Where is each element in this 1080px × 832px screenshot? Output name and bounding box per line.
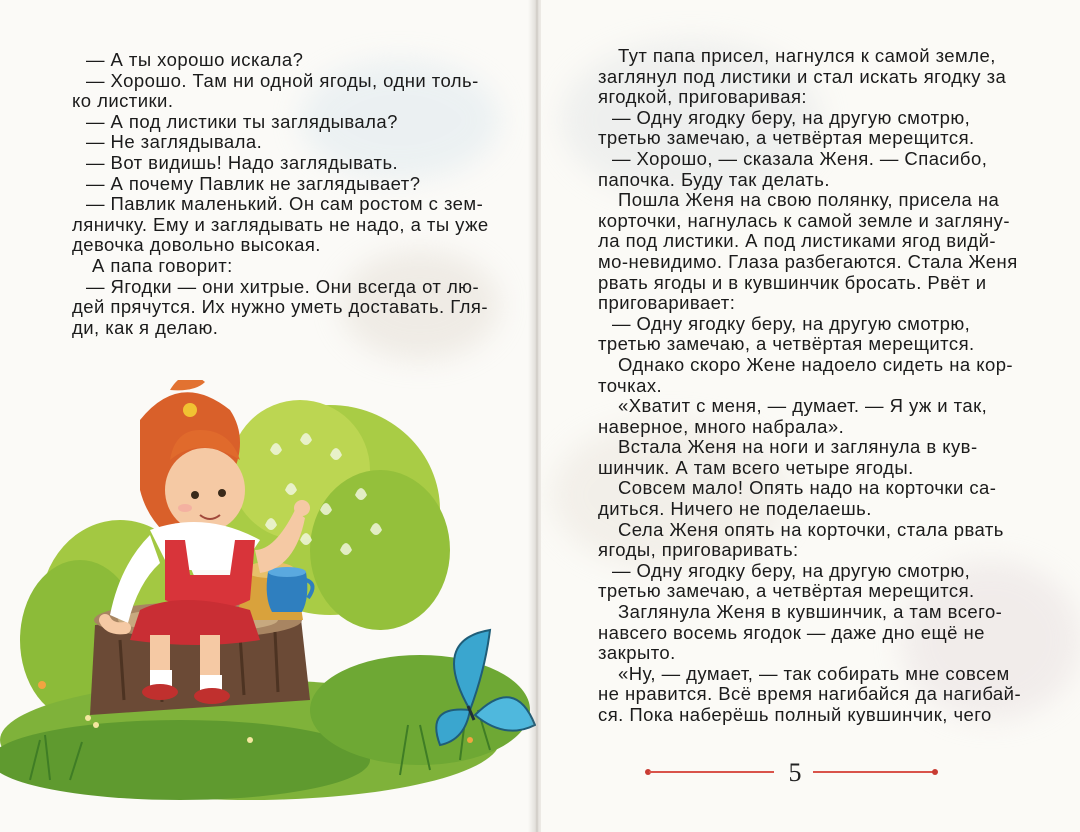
text-line: ягоды, приговаривать: <box>598 539 799 561</box>
text-line: не нравится. Всё время нагибайся да нагибай- <box>598 683 1022 705</box>
text-line: навсего восемь ягодок — даже дно ещё не <box>598 621 985 643</box>
right-page-text <box>598 46 1021 726</box>
text-line: Пошла Женя на свою полянку, присела на <box>618 189 1000 211</box>
text-line: Заглянула Женя в кувшинчик, а там всего- <box>618 601 1003 623</box>
text-line: мо-невидимо. Глаза разбегаются. Стала Женя <box>598 250 1018 272</box>
text-line: — Хорошо, — сказала Женя. — Спасибо, <box>612 147 988 169</box>
text-line: — А под листики ты заглядывала? <box>86 110 398 132</box>
footer-rule <box>649 771 774 773</box>
text-line: Совсем мало! Опять надо на корточки са- <box>618 477 997 499</box>
text-line: корточки, нагнулась к самой земле и загляну- <box>598 209 1010 231</box>
text-line: закрыто. <box>598 642 676 664</box>
text-line: приговаривает: <box>598 292 736 314</box>
text-line: — Одну ягодку беру, на другую смотрю, <box>612 106 971 128</box>
page-footer <box>645 758 940 788</box>
text-line: наверное, много набрала». <box>598 415 845 437</box>
text-line: — Ягодки — они хитрые. Они всегда от лю- <box>86 275 480 297</box>
text-line: — А почему Павлик не заглядывает? <box>86 172 421 194</box>
text-line: третью замечаю, а четвёртая мерещится. <box>598 333 975 355</box>
text-line: заглянул под листики и стал искать ягодку за <box>598 65 1007 87</box>
text-line: ягодкой, приговаривая: <box>598 86 808 108</box>
footer-ornament-dot <box>932 769 938 775</box>
illustration-girl-on-stump <box>0 380 536 800</box>
text-line: Тут папа присел, нагнулся к самой земле, <box>618 45 996 66</box>
text-line: — Павлик маленький. Он сам ростом с зем- <box>86 193 484 215</box>
text-line: — Не заглядывала. <box>86 131 263 153</box>
text-line: — Одну ягодку беру, на другую смотрю, <box>612 312 971 334</box>
text-line: «Хватит с меня, — думает. — Я уж и так, <box>618 395 988 417</box>
text-line: — Вот видишь! Надо заглядывать. <box>86 151 399 173</box>
text-line: «Ну, — думает, — так собирать мне совсем <box>618 662 1010 684</box>
text-line: девочка довольно высокая. <box>72 234 321 256</box>
text-line: Села Женя опять на корточки, стала рвать <box>618 518 1004 540</box>
text-line: — Одну ягодку беру, на другую смотрю, <box>612 559 971 581</box>
left-page-text <box>72 50 489 338</box>
text-line: шинчик. А там всего четыре ягоды. <box>598 456 914 478</box>
left-page <box>0 0 536 832</box>
page-number: 5 <box>788 758 802 787</box>
text-line: ди, как я делаю. <box>72 316 219 338</box>
text-line: — Хорошо. Там ни одной ягоды, одни толь- <box>86 69 479 91</box>
text-line: точках. <box>598 374 663 396</box>
text-line: А папа говорит: <box>92 254 233 276</box>
text-line: третью замечаю, а четвёртая мерещится. <box>598 127 975 149</box>
text-line: Встала Женя на ноги и заглянула в кув- <box>618 436 978 458</box>
text-line: диться. Ничего не поделаешь. <box>598 498 872 520</box>
text-line: третью замечаю, а четвёртая мерещится. <box>598 580 975 602</box>
text-line: ла под листики. А под листиками ягод видй- <box>598 230 996 252</box>
text-line: ляничку. Ему и заглядывать не надо, а ты уже <box>72 213 489 235</box>
text-line: ко листики. <box>72 90 174 112</box>
text-line: ся. Пока наберёшь полный кувшинчик, чего <box>598 704 992 725</box>
text-line: — А ты хорошо искала? <box>86 49 304 70</box>
text-line: рвать ягоды и в кувшинчик бросать. Рвёт и <box>598 271 987 293</box>
text-line: папочка. Буду так делать. <box>598 168 830 190</box>
text-line: дей прячутся. Их нужно уметь доставать. Гля- <box>72 296 488 318</box>
footer-rule <box>813 771 936 773</box>
text-line: Однако скоро Жене надоело сидеть на кор- <box>618 353 1014 375</box>
